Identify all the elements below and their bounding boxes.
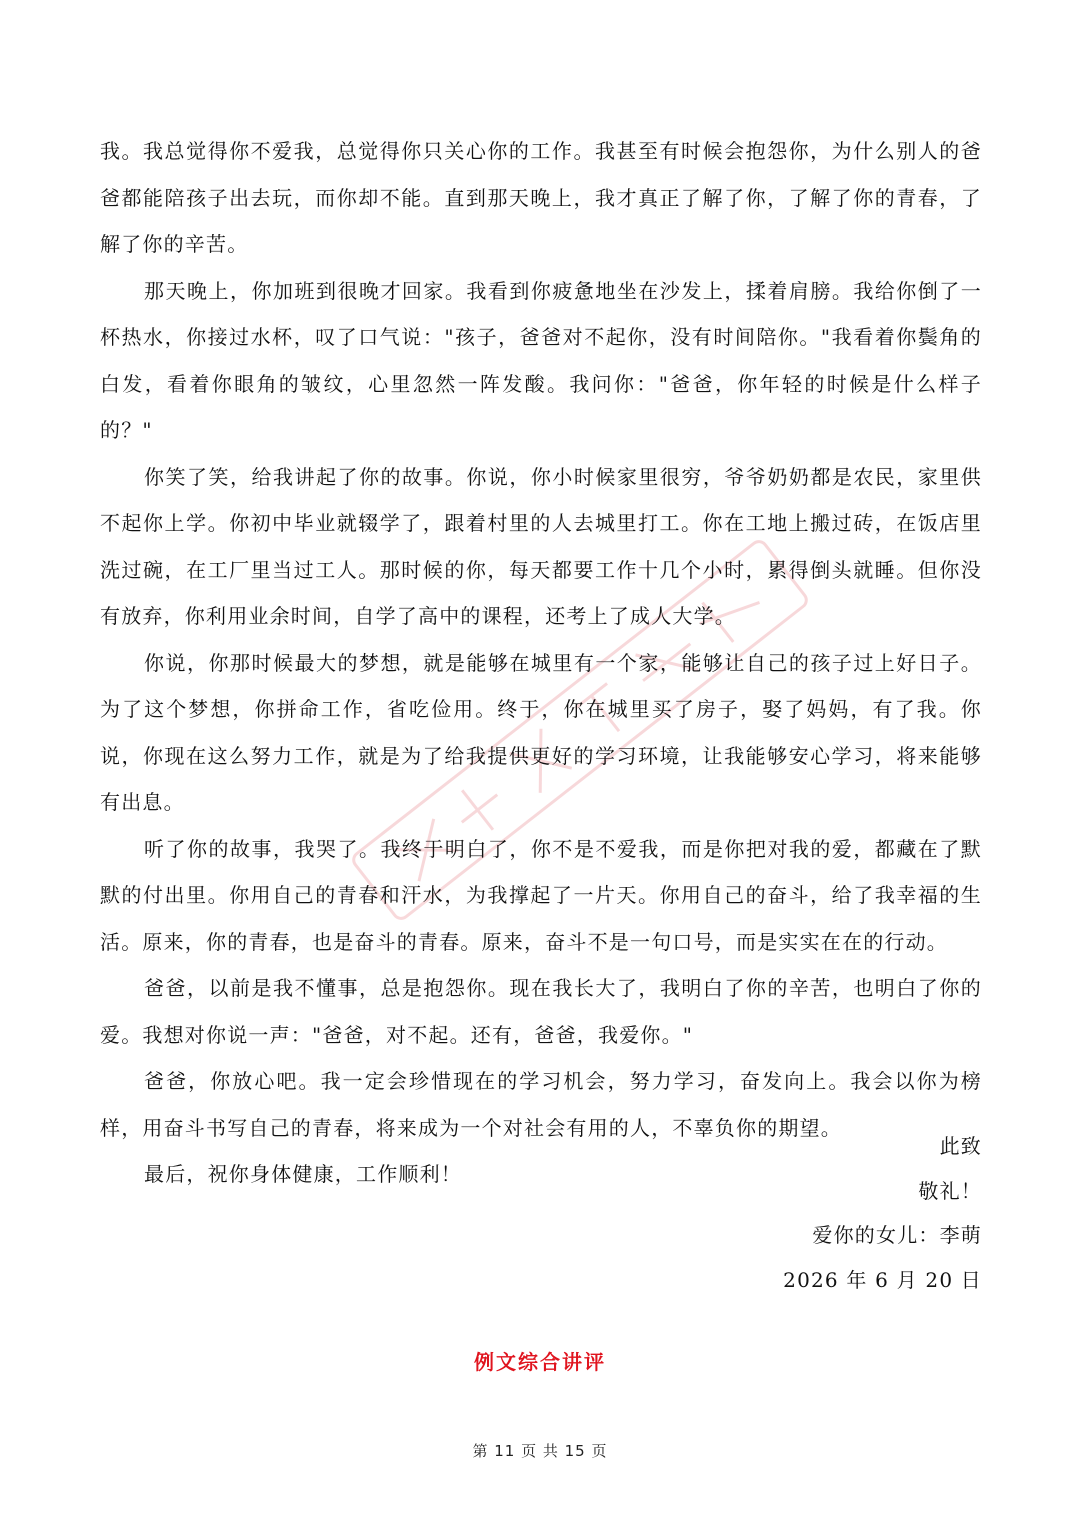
letter-paragraph: 最后，祝你身体健康，工作顺利！ bbox=[144, 1162, 462, 1186]
letter-paragraph: 爸爸，以前是我不懂事，总是抱怨你。现在我长大了，我明白了你的辛苦，也明白了你的爱。我想对你说一声："爸爸，对不起。还有，爸爸，我爱你。" bbox=[100, 976, 982, 1047]
letter-paragraph: 你笑了笑，给我讲起了你的故事。你说，你小时候家里很穷，爷爷奶奶都是农民，家里供不起你上学。你初中毕业就辍学了，跟着村里的人去城里打工。你在工地上搬过砖，在饭店里洗过碗，在工厂里当过工人。那时候的你，每天都要工作十几个小时，累得倒头就睡。但你没有放弃，你利用业余时间，自学了高中的课程，还考上了成人大学。 bbox=[100, 464, 982, 628]
letter-body bbox=[100, 128, 982, 1198]
section-heading: 例文综合讲评 bbox=[474, 1350, 606, 1374]
page-number-footer: 第 11 页 共 15 页 bbox=[472, 1442, 608, 1460]
letter-paragraph: 爸爸，你放心吧。我一定会珍惜现在的学习机会，努力学习，奋发向上。我会以你为榜样，用奋斗书写自己的青春，将来成为一个对社会有用的人，不辜负你的期望。 bbox=[100, 1069, 982, 1140]
closing-salutation: 此致 bbox=[939, 1134, 982, 1158]
letter-paragraph: 你说，你那时候最大的梦想，就是能够在城里有一个家，能够让自己的孩子过上好日子。为了这个梦想，你拼命工作，省吃俭用。终于，你在城里买了房子，娶了妈妈，有了我。你说，你现在这么努力工作，就是为了给我提供更好的学习环境，让我能够安心学习，将来能够有出息。 bbox=[100, 650, 982, 814]
letter-paragraph: 我。我总觉得你不爱我，总觉得你只关心你的工作。我甚至有时候会抱怨你，为什么别人的爸爸都能陪孩子出去玩，而你却不能。直到那天晚上，我才真正了解了你，了解了你的青春，了解了你的辛苦。 bbox=[100, 139, 982, 256]
letter-paragraph: 听了你的故事，我哭了。我终于明白了，你不是不爱我，而是你把对我的爱，都藏在了默默的付出里。你用自己的青春和汗水，为我撑起了一片天。你用自己的奋斗，给了我幸福的生活。原来，你的青春，也是奋斗的青春。原来，奋斗不是一句口号，而是实实在在的行动。 bbox=[100, 836, 982, 954]
closing-respect: 敬礼！ bbox=[918, 1178, 982, 1203]
closing-signature: 爱你的女儿：李萌 bbox=[812, 1223, 982, 1247]
letter-closing bbox=[783, 1124, 982, 1302]
letter-paragraph: 那天晚上，你加班到很晚才回家。我看到你疲惫地坐在沙发上，揉着肩膀。我给你倒了一杯热水，你接过水杯，叹了口气说："孩子，爸爸对不起你，没有时间陪你。"我看着你鬓角的白发，看着你眼角的皱纹，心里忽然一阵发酸。我问你："爸爸，你年轻的时候是什么样子的？" bbox=[100, 278, 982, 442]
closing-date: 2026 年 6 月 20 日 bbox=[783, 1267, 982, 1292]
